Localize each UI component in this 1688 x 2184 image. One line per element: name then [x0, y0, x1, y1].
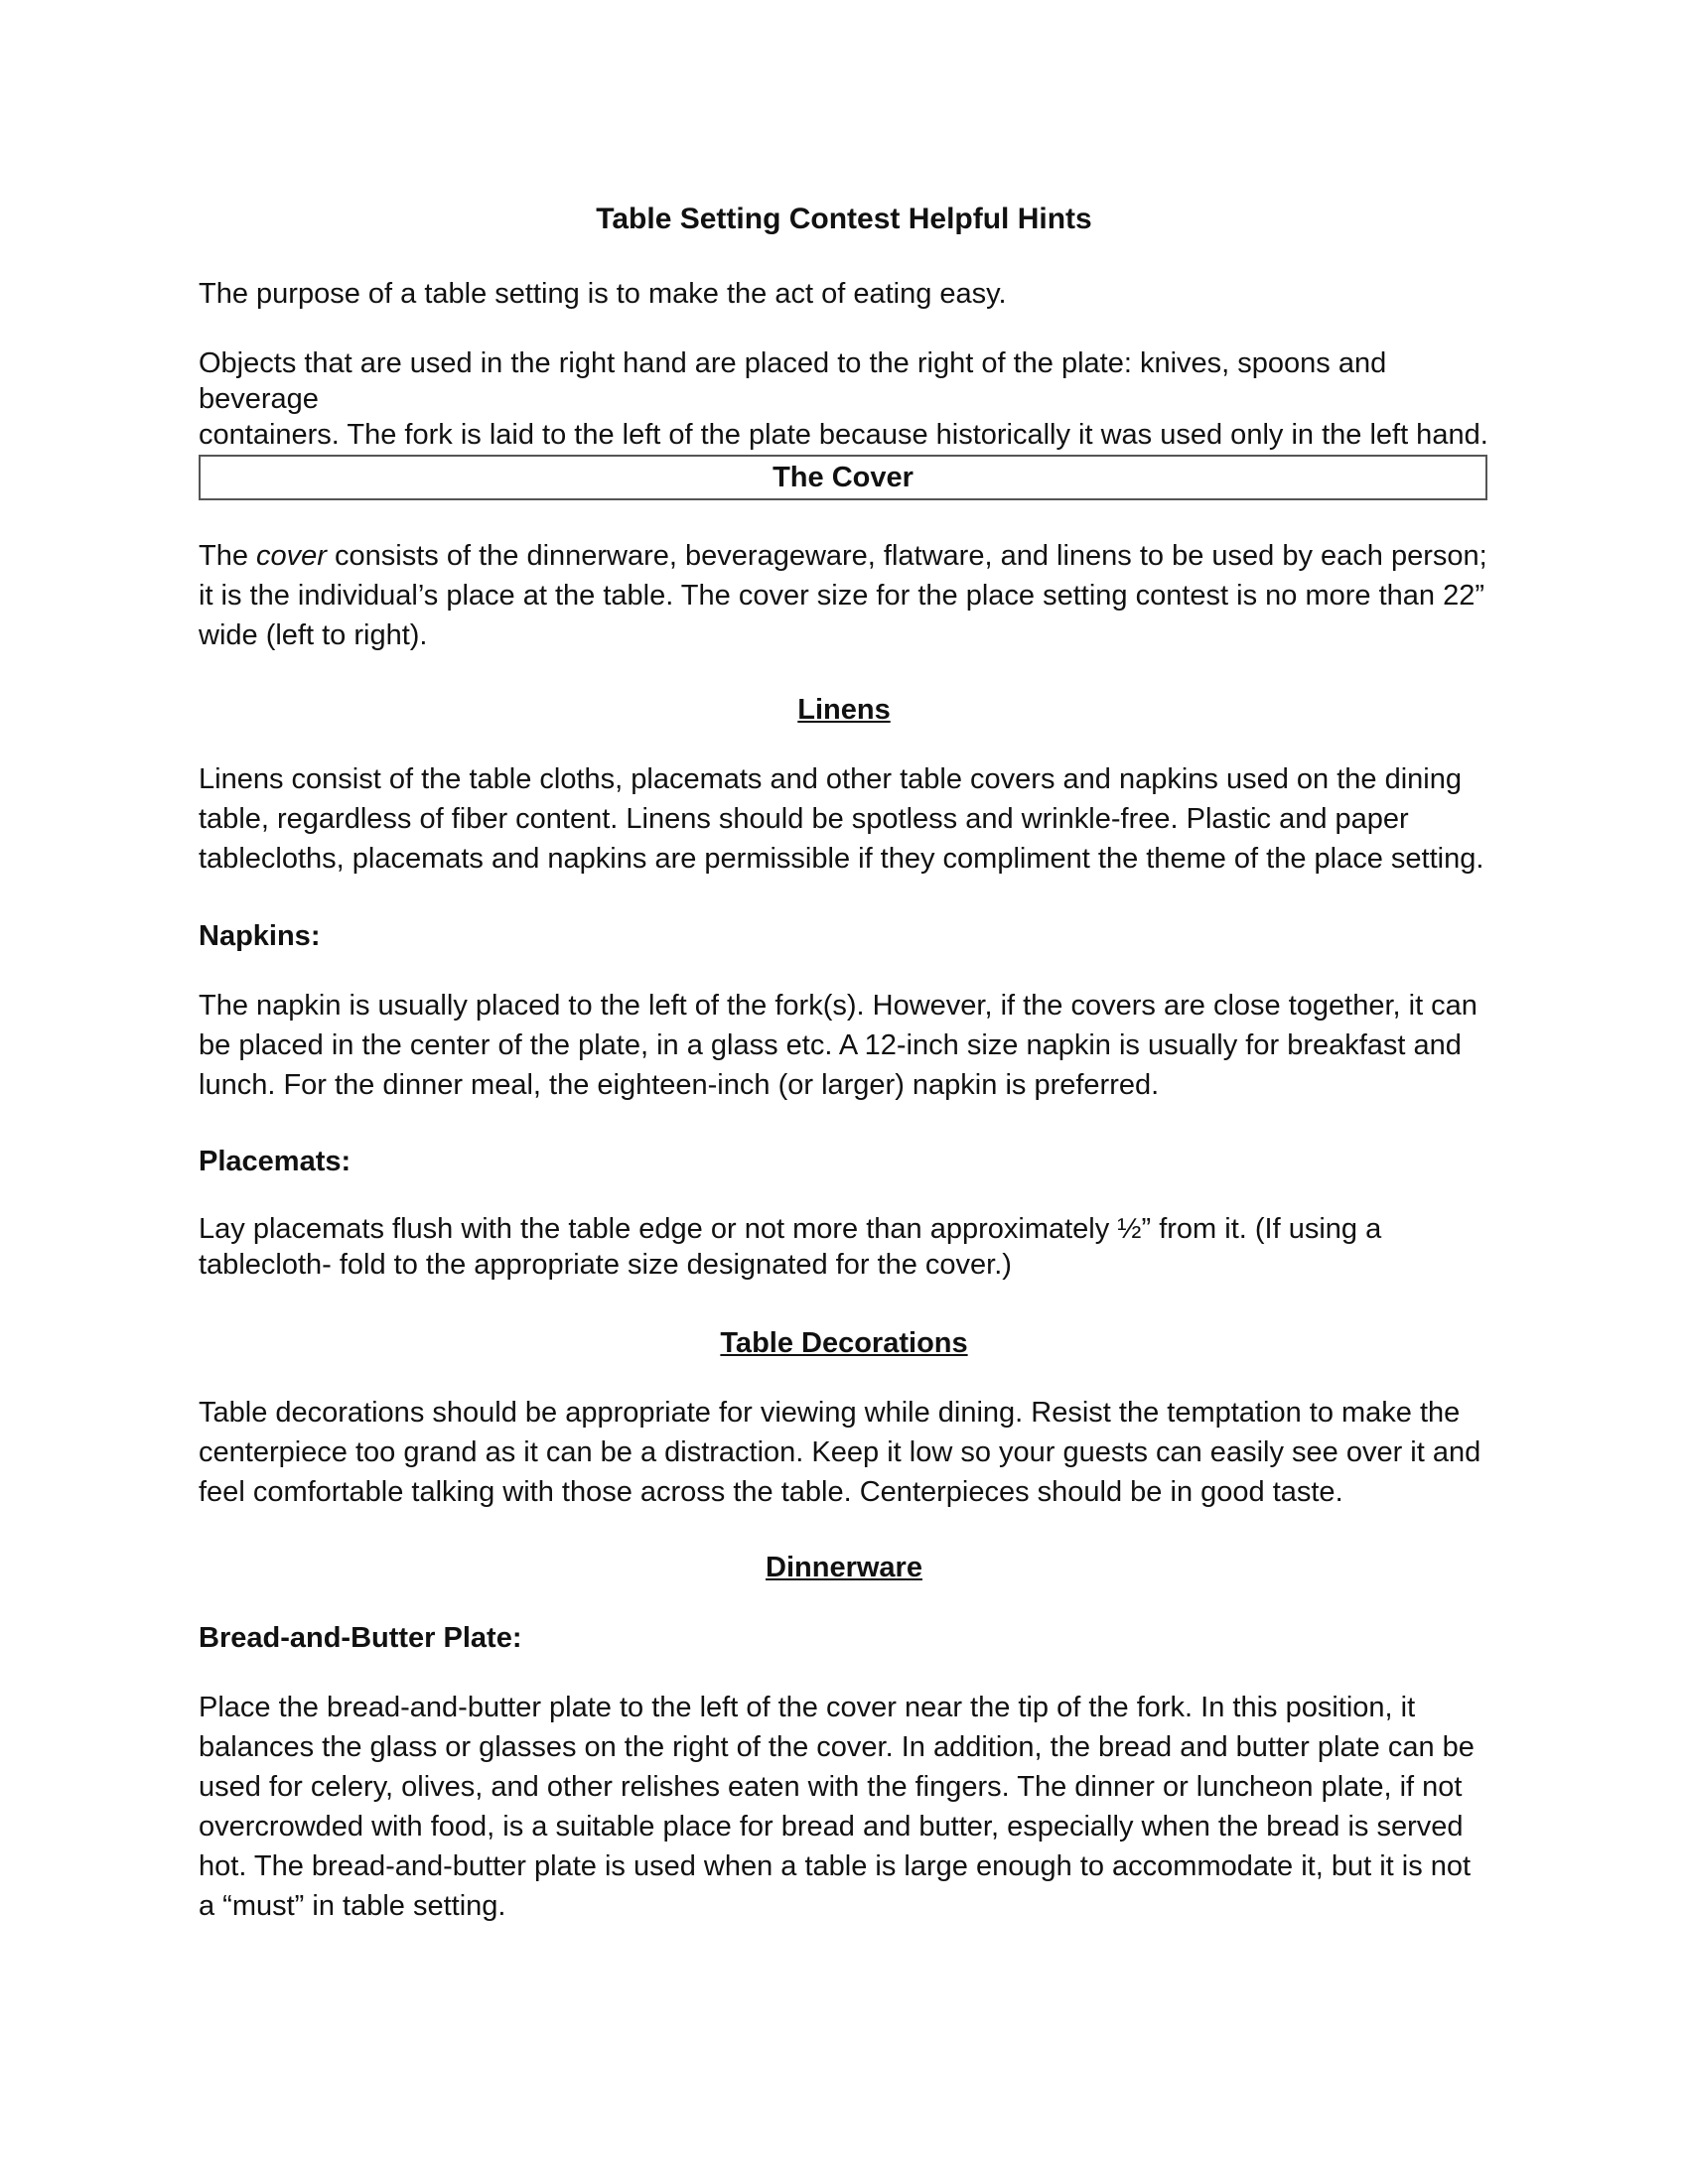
intro-paragraph: The purpose of a table setting is to make the act of eating easy. [199, 278, 1007, 310]
page-title: Table Setting Contest Helpful Hints [596, 203, 1092, 235]
cover-heading-box: The Cover [199, 455, 1487, 500]
decorations-paragraph: Table decorations should be appropriate for viewing while dining. Resist the temptation to make the centerpiece too grand as it can be a distraction. Keep it low so your guests can easily see over it and feel comfortable talking with those across the table. Centerpieces should be in good taste. [199, 1397, 1481, 1508]
napkins-paragraph: The napkin is usually placed to the left of the fork(s). However, if the covers are close together, it can be placed in the center of the plate, in a glass etc. A 12-inch size napkin is usually for breakfast and lunch. For the dinner meal, the eighteen-inch (or larger) napkin is preferred. [199, 990, 1477, 1101]
objects-line-3-clipped: containers. The fork is laid to the left of the plate because historically it was used only in the left hand. [199, 419, 1488, 451]
bread-butter-plate-paragraph: Place the bread-and-butter plate to the left of the cover near the tip of the fork. In this position, it balances the glass or glasses on the right of the cover. In addition, the bread and butter plate can be used for celery, olives, and other relishes eaten with the fingers. The dinner or luncheon plate, if not overcrowded with food, is a suitable place for bread and butter, especially when the bread is served hot. The bread-and-butter plate is used when a table is large enough to accommodate it, but it is not a “must” in table setting. [199, 1692, 1475, 1922]
linens-heading: Linens [797, 694, 891, 726]
cover-term: cover [256, 540, 327, 572]
placemats-heading: Placemats: [199, 1146, 352, 1177]
linens-paragraph: Linens consist of the table cloths, placemats and other table covers and napkins used on the dining table, regardless of fiber content. Linens should be spotless and wrinkle-free. Plastic and paper tablecloths, placemats and napkins are permissible if they compliment the theme of the place setting. [199, 763, 1484, 875]
objects-paragraph [199, 345, 1489, 451]
dinnerware-heading: Dinnerware [766, 1552, 922, 1583]
napkins-heading: Napkins: [199, 920, 321, 952]
bread-butter-plate-heading: Bread-and-Butter Plate: [199, 1622, 522, 1654]
cover-text-start: The [199, 540, 257, 572]
decorations-heading: Table Decorations [720, 1327, 968, 1359]
placemats-paragraph: Lay placemats flush with the table edge or not more than approximately ½” from it. (If using a tablecloth- fold to the appropriate size designated for the cover.) [199, 1213, 1382, 1281]
cover-paragraph [199, 536, 1489, 655]
objects-line-1: Objects that are used in the right hand are placed to the right of the plate: knives, spoons and [199, 347, 1387, 379]
cover-text-rest: consists of the dinnerware, beverageware, flatware, and linens to be used by each person; it is the individual’s place at the table. The cover size for the place setting contest is no more than 22” wide (left to right). [199, 540, 1487, 651]
objects-line-2: beverage [199, 383, 319, 415]
